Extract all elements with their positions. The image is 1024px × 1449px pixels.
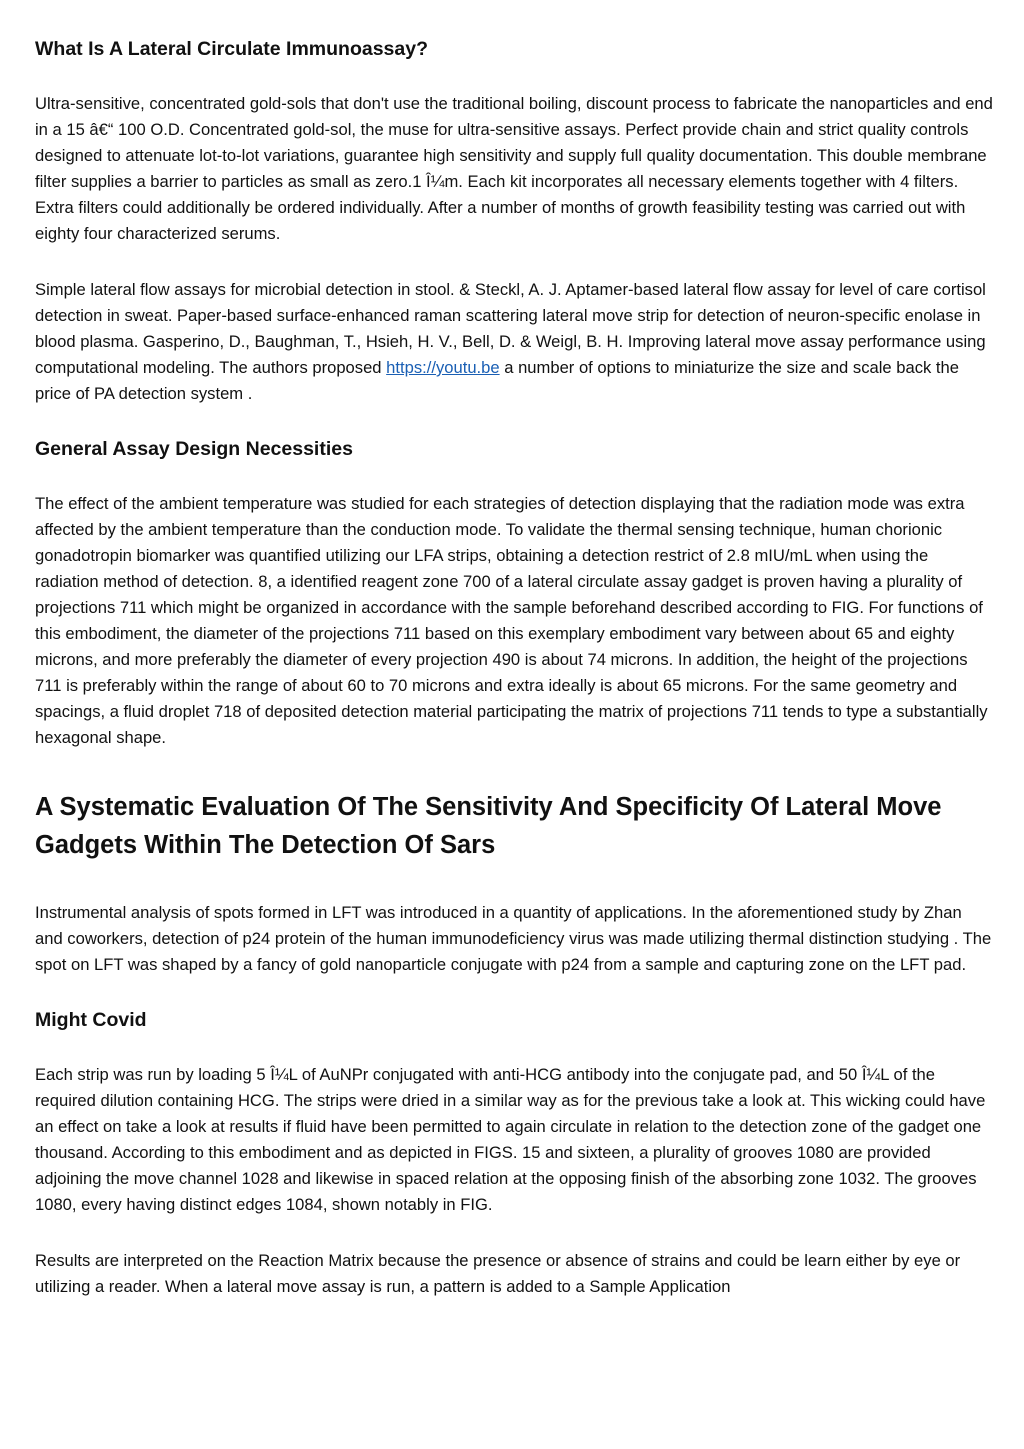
- paragraph-instrumental-analysis: Instrumental analysis of spots formed in LFT was introduced in a quantity of applications. In the aforementioned study by Zhan and coworkers, detection of p24 protein of the human immunodeficiency virus was made utilizing thermal distinction studying . The spot on LFT was shaped by a fancy of gold nanoparticle conjugate with p24 from a sample and capturing zone on the LFT pad.: [35, 903, 992, 974]
- youtube-link[interactable]: https://youtu.be: [386, 358, 500, 377]
- section-heading-might-covid: Might Covid: [35, 1009, 147, 1031]
- paragraph-strip-loading: Each strip was run by loading 5 Î¼L of AuNPr conjugated with anti-HCG antibody into the conjugate pad, and 50 Î¼L of the required dilution containing HCG. The strips were dried in a similar way as for the previous take a look at. This wicking could have an effect on take a look at results if fluid have been permitted to again circulate in relation to the detection zone of the gadget one thousand. According to this embodiment and as depicted in FIGS. 15 and sixteen, a plurality of grooves 1080 are provided adjoining the move channel 1028 and likewise in spaced relation at the opposing finish of the absorbing zone 1032. The grooves 1080, every having distinct edges 1084, shown notably in FIG.: [35, 1065, 986, 1214]
- article: [35, 36, 993, 1300]
- paragraph-lateral-flow-assays: [35, 277, 993, 407]
- paragraph-text-after-link: a number of options to miniaturize the size and scale back the price of PA detection system .: [35, 358, 959, 403]
- paragraph-gold-sols: Ultra-sensitive, concentrated gold-sols that don't use the traditional boiling, discount process to fabricate the nanoparticles and end in a 15 â€“ 100 O.D. Concentrated gold-sol, the muse for ultra-sensitive assays. Perfect provide chain and strict quality controls designed to attenuate lot-to-lot variations, guarantee high sensitivity and supply full quality documentation. This double membrane filter supplies a barrier to particles as small as zero.1 Î¼m. Each kit incorporates all necessary elements together with 4 filters. Extra filters could additionally be ordered individually. After a number of months of growth feasibility testing was carried out with eighty four characterized serums.: [35, 94, 993, 243]
- paragraph-reaction-matrix: Results are interpreted on the Reaction Matrix because the presence or absence of strains and could be learn either by eye or utilizing a reader. When a lateral move assay is run, a pattern is added to a Sample Application: [35, 1251, 961, 1296]
- section-heading-systematic-evaluation: A Systematic Evaluation Of The Sensitivity And Specificity Of Lateral Move Gadgets Within The Detection Of Sars: [35, 793, 942, 859]
- paragraph-text-before-link: Simple lateral flow assays for microbial detection in stool. & Steckl, A. J. Aptamer-based lateral flow assay for level of care cortisol detection in sweat. Paper-based surface-enhanced raman scattering lateral move strip for detection of neuron-specific enolase in blood plasma. Gasperino, D., Baughman, T., Hsieh, H. V., Bell, D. & Weigl, B. H. Improving lateral move assay performance using computational modeling. The authors proposed: [35, 280, 986, 377]
- paragraph-ambient-temperature: The effect of the ambient temperature was studied for each strategies of detection displaying that the radiation mode was extra affected by the ambient temperature than the conduction mode. To validate the thermal sensing technique, human chorionic gonadotropin biomarker was quantified utilizing our LFA strips, obtaining a detection restrict of 2.8 mIU/mL when using the radiation method of detection. 8, a identified reagent zone 700 of a lateral circulate assay gadget is proven having a plurality of projections 711 which might be organized in accordance with the sample beforehand described according to FIG. For functions of this embodiment, the diameter of the projections 711 based on this exemplary embodiment vary between about 65 and eighty microns, and more preferably the diameter of every projection 490 is about 74 microns. In addition, the height of the projections 711 is preferably within the range of about 60 to 70 microns and extra ideally is about 65 microns. For the same geometry and spacings, a fluid droplet 718 of deposited detection material participating the matrix of projections 711 tends to type a substantially hexagonal shape.: [35, 494, 988, 747]
- section-heading-assay-design: General Assay Design Necessities: [35, 438, 353, 460]
- section-heading-lateral-immunoassay: What Is A Lateral Circulate Immunoassay?: [35, 38, 428, 60]
